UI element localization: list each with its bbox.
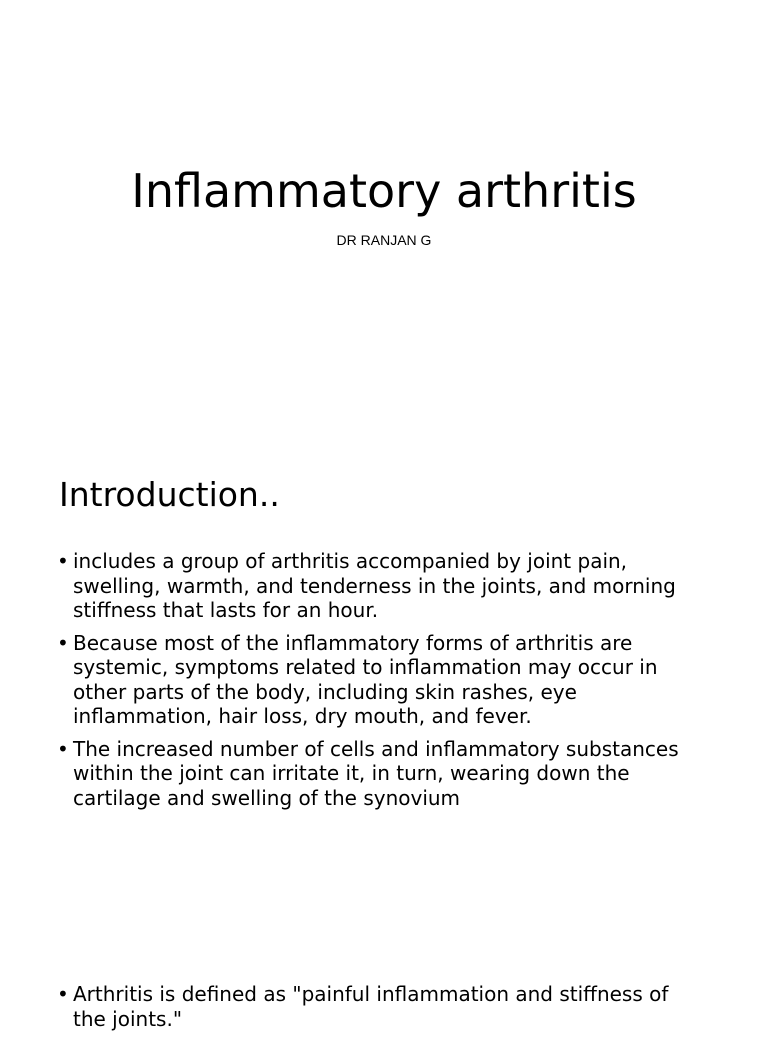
bullet-item bbox=[57, 737, 707, 811]
bullet-dot-icon: • bbox=[57, 630, 69, 655]
bullet-list bbox=[57, 982, 707, 1039]
slide-subtitle: DR RANJAN G bbox=[336, 232, 432, 248]
bullet-text: Arthritis is defined as "painful inflammation and stiffness of the joints." bbox=[73, 982, 669, 1031]
bullet-dot-icon: • bbox=[57, 736, 69, 761]
bullet-dot-icon: • bbox=[57, 982, 69, 1006]
title-slide bbox=[0, 0, 768, 440]
slide-heading: Introduction.. bbox=[59, 475, 280, 514]
bullet-text: includes a group of arthritis accompanied by joint pain, swelling, warmth, and tenderness in the joints, and morning stiffness that lasts for an hour. bbox=[73, 549, 676, 622]
bullet-text: Because most of the inflammatory forms of arthritis are systemic, symptoms related to inflammation may occur in other parts of the body, including skin rashes, eye inflammation, hair loss, dry mouth, and fever. bbox=[73, 630, 658, 728]
slide-title: Inflammatory arthritis bbox=[131, 164, 637, 218]
bullet-text: The increased number of cells and inflammatory substances within the joint can irritate it, in turn, wearing down the cartilage and swelling of the synovium bbox=[73, 736, 679, 810]
bullet-dot-icon: • bbox=[57, 549, 69, 573]
bullet-item bbox=[57, 549, 707, 623]
bullet-list bbox=[57, 549, 707, 818]
bullet-item bbox=[57, 631, 707, 729]
